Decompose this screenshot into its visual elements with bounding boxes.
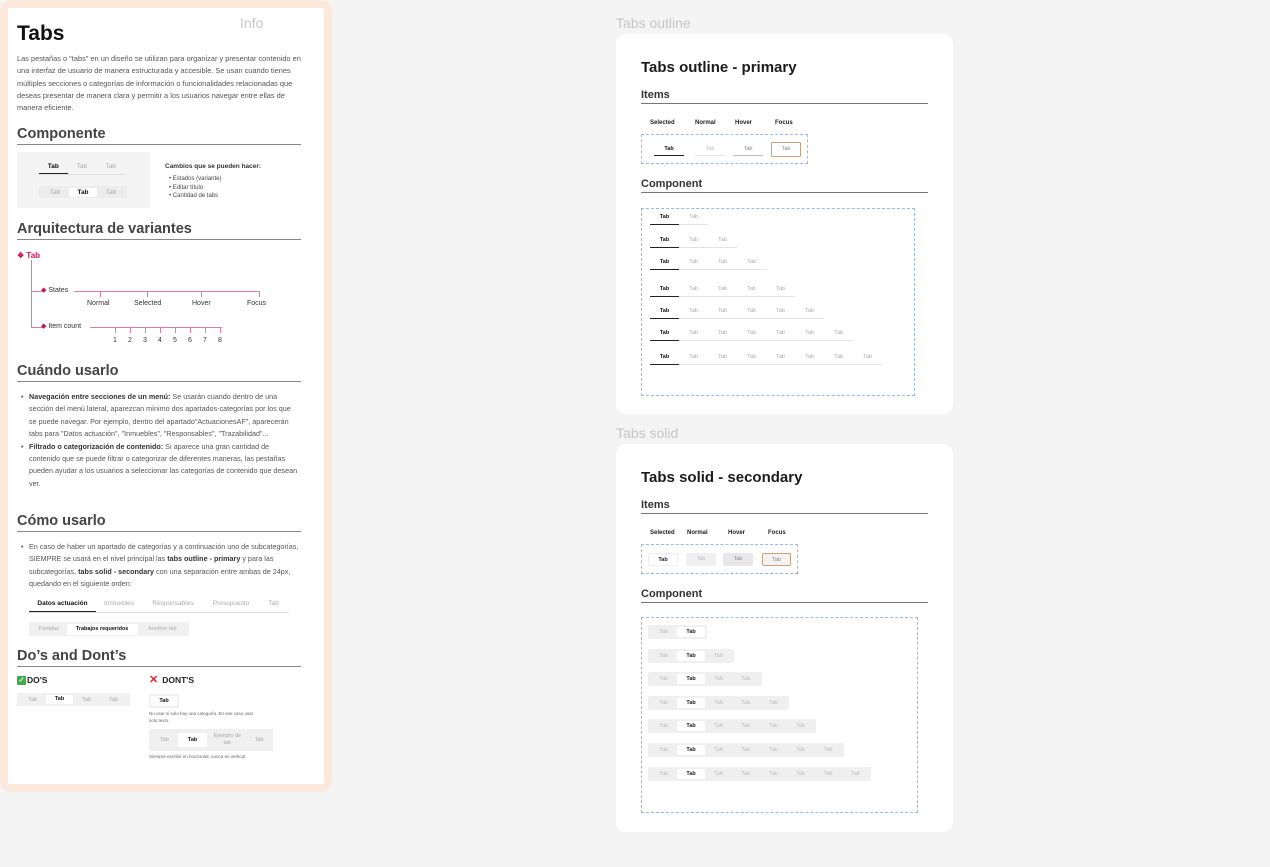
tab[interactable]: Tab — [718, 330, 727, 336]
outline-tabs-preview — [39, 163, 125, 175]
tab[interactable]: Tab — [49, 188, 61, 196]
arch-count-line — [90, 327, 222, 328]
tab[interactable]: Tab — [677, 651, 704, 661]
solid-tabs-variant — [648, 767, 871, 781]
como-text: • En caso de haber un apartado de categorías y a continuación uno de subcategorías, SIEMPRE se usará en el nivel principal las tabs outline - primary y para las subcategorías, tabs solid - secondary con una separación entre ambas de 24px, quedando en el siguiente orden: — [21, 542, 299, 589]
arch-root: ❖ Tab — [17, 251, 41, 260]
tab[interactable]: Tab — [151, 696, 177, 706]
tab[interactable]: Tab — [714, 770, 723, 777]
tab[interactable]: Tab — [823, 770, 833, 777]
solid-tabs-variant — [648, 625, 707, 639]
tab-hover[interactable]: Tab — [733, 146, 763, 156]
solid-tabs-variant — [648, 743, 844, 757]
arch-state: Hover — [192, 300, 211, 307]
arch-tick — [145, 327, 146, 333]
state-label: Selected — [650, 120, 675, 126]
arch-states-label: ◆ States — [41, 287, 69, 294]
tab[interactable]: Tab — [659, 770, 669, 777]
tab-normal[interactable]: Tab — [695, 146, 725, 156]
arch-states-line — [74, 291, 260, 292]
tab[interactable]: Tab — [689, 259, 698, 265]
tab[interactable]: Tab — [39, 163, 68, 174]
tab-hover[interactable]: Tab — [723, 553, 753, 566]
outline-tabs-variant — [650, 354, 882, 365]
outline-items-set — [641, 134, 808, 164]
tab[interactable]: Tab — [105, 163, 116, 170]
tab[interactable]: Tab — [796, 723, 806, 730]
list-item: • Cantidad de tabs — [169, 193, 219, 200]
tab[interactable]: Ejemplo de tab — [213, 733, 242, 746]
frame-label-outline: Tabs outline — [616, 15, 691, 31]
tab[interactable]: Tab — [741, 676, 751, 683]
changes-list — [169, 175, 221, 201]
tab-datos-actuacion[interactable]: Datos actuación — [29, 600, 96, 612]
tab[interactable]: Tab — [768, 723, 778, 730]
tab[interactable]: Tab — [677, 721, 704, 731]
arch-count: 7 — [203, 337, 207, 344]
tab[interactable]: Tab — [718, 237, 727, 243]
tab-focus[interactable]: Tab — [771, 142, 801, 157]
dont-note: Siempre escribir en horizontal, nunca en vertical. — [149, 754, 247, 759]
tab[interactable]: Tab — [82, 696, 91, 703]
tab[interactable]: Tab — [69, 188, 97, 197]
tab[interactable]: Tab — [677, 674, 704, 684]
list-item: • Editar título — [169, 184, 204, 191]
outline-tabs-variant — [650, 330, 853, 341]
tab[interactable]: Tab — [689, 286, 698, 292]
cuando-list — [21, 391, 299, 490]
tab[interactable]: Tab — [718, 308, 727, 314]
tab[interactable]: Tab — [741, 723, 751, 730]
solid-tabs-variant — [648, 672, 762, 686]
tab[interactable]: Tab — [796, 747, 806, 753]
donts-label: ✕ DONT'S — [149, 673, 194, 686]
state-label: Focus — [775, 120, 793, 126]
arch-tick — [147, 291, 148, 297]
tab[interactable]: Tab — [659, 629, 669, 635]
tab[interactable]: Tab — [254, 737, 264, 743]
tab[interactable]: Tab — [741, 699, 751, 706]
tab[interactable]: Tab — [689, 308, 698, 314]
solid-items-heading: Items — [641, 499, 928, 514]
tab[interactable]: Tab — [714, 699, 723, 706]
tab[interactable]: Tab — [741, 747, 751, 753]
tab-another[interactable]: Another tab — [148, 626, 177, 632]
tab-focus[interactable]: Tab — [762, 553, 791, 566]
solid-component-heading: Component — [641, 588, 928, 603]
tab[interactable]: Tab — [747, 354, 756, 360]
tab[interactable]: Tab — [650, 354, 679, 365]
tab[interactable]: Tab — [714, 747, 723, 753]
tab[interactable]: Tab — [659, 652, 669, 659]
info-frame[interactable] — [0, 0, 332, 792]
tab[interactable]: Tab — [714, 723, 723, 730]
arch-tick — [201, 291, 202, 297]
tab[interactable]: Tab — [689, 330, 698, 336]
solid-tabs-preview — [39, 186, 127, 198]
arch-count: 8 — [218, 337, 222, 344]
tab[interactable]: Tab — [776, 330, 785, 336]
tab-presupuesto[interactable]: Presupuesto — [212, 600, 250, 607]
outline-component-set — [641, 208, 915, 396]
state-label: Normal — [695, 120, 716, 126]
tab[interactable]: Tab — [677, 698, 704, 708]
arch-tick — [115, 327, 116, 333]
tab[interactable]: Tab — [768, 699, 778, 706]
tab[interactable]: Tab — [659, 723, 669, 730]
tab[interactable]: Tab — [776, 354, 785, 360]
outline-component-heading: Component — [641, 178, 928, 193]
arch-count: 4 — [158, 337, 162, 344]
outline-frame[interactable] — [616, 34, 953, 414]
solid-title: Tabs solid - secondary — [641, 469, 803, 486]
tab[interactable]: Tab — [677, 627, 704, 637]
tab-inmuebles[interactable]: Inmuebles — [104, 600, 134, 607]
section-dos-donts: Do’s and Dont’s — [17, 648, 301, 667]
frame-label-solid: Tabs solid — [616, 425, 679, 441]
arch-tick — [259, 291, 260, 297]
outline-items-heading: Items — [641, 89, 928, 104]
tab[interactable]: Tab — [178, 733, 208, 747]
tab[interactable]: Tab — [689, 354, 698, 360]
arch-tick — [100, 291, 101, 297]
arch-count: 1 — [113, 337, 117, 344]
tab[interactable]: Tab — [268, 600, 279, 607]
tab[interactable]: Tab — [747, 286, 756, 292]
tab[interactable]: Tab — [714, 676, 723, 683]
tab[interactable]: Tab — [747, 330, 756, 336]
arch-tick — [175, 327, 176, 333]
state-label: Hover — [735, 120, 753, 126]
tab[interactable]: Tab — [747, 259, 756, 265]
arch-tick — [220, 327, 221, 333]
tab-selected[interactable]: Tab — [648, 553, 678, 566]
tab[interactable]: Tab — [659, 676, 669, 683]
arch-count-label: ◆ Item count — [41, 323, 82, 330]
arch-count: 2 — [128, 337, 132, 344]
tab-trabajos-requeridos[interactable]: Trabajos requeridos — [67, 624, 138, 635]
arch-state: Focus — [247, 300, 267, 307]
outline-tabs-variant — [650, 286, 795, 297]
tab-responsables[interactable]: Responsables — [152, 600, 194, 607]
tab[interactable]: Tab — [850, 770, 860, 777]
tab[interactable]: Tab — [776, 286, 785, 292]
tab[interactable]: Tab — [768, 747, 778, 753]
dos-label: ✓ DO'S — [18, 675, 48, 685]
tab[interactable]: Tab — [718, 286, 727, 292]
primary-tabs-example — [29, 600, 289, 613]
tab[interactable]: Tab — [834, 330, 843, 336]
tab[interactable]: Tab — [741, 770, 751, 777]
list-item: • Navegación entre secciones de un menú: Se usarán cuando dentro de una sección del menú lateral, aparezcan mínimo dos apartados-categorías por los que se puede navegar. Por ejemplo, dentro del apartado"ActuacionesAF", aparecerán tabs para "Datos actuación", "Inmuebles", "Responsables", "Trazabilidad"... — [21, 392, 291, 439]
tab[interactable]: Tab — [76, 163, 88, 170]
intro-text: Las pestañas o "tabs" en un diseño se utilizan para organizar y presentar contenido en una interfaz de usuario de manera estructurada y accesible. Se usan cuando tienes múltiples secciones o categorías de información o funcionalidades relacionadas que deseas presentar de manera clara y permitir a los usuarios navegar entre ellas de manera eficiente. — [17, 54, 301, 113]
outline-tabs-variant — [650, 214, 708, 225]
dont-multiline-example — [149, 729, 273, 751]
dos-example — [17, 693, 130, 706]
frame-label-info: Info — [240, 15, 264, 31]
tab[interactable]: Tab — [805, 308, 814, 314]
arch-tick — [205, 327, 206, 333]
tab[interactable]: Tab — [805, 330, 814, 336]
solid-tabs-variant — [648, 696, 789, 710]
tab[interactable]: Tab — [659, 747, 669, 753]
tab[interactable]: Tab — [747, 308, 756, 314]
tab[interactable]: Tab — [650, 330, 679, 341]
tab[interactable]: Tab — [105, 188, 117, 196]
arch-state: Normal — [87, 300, 110, 307]
outline-title: Tabs outline - primary — [641, 59, 797, 76]
component-preview — [17, 152, 150, 208]
solid-tabs-variant — [648, 649, 734, 663]
state-label: Normal — [687, 530, 708, 536]
arch-tick — [130, 327, 131, 333]
outline-tabs-variant — [650, 308, 824, 319]
arch-trunk — [31, 260, 32, 328]
tab[interactable]: Tab — [159, 737, 169, 743]
dont-note: No usar si solo hay una categoría. En ese caso usar solo texto. — [149, 711, 254, 723]
state-label: Focus — [768, 530, 786, 536]
list-item: • Filtrado o categorización de contenido: Si aparece una gran cantidad de contenido que se puede filtrar o categorizar de diferentes maneras, las pestañas pueden ayudar a los usuarios a seleccionar las categorías de contenido que desean ver. — [21, 441, 298, 488]
arch-count: 5 — [173, 337, 177, 344]
tab[interactable]: Tab — [823, 747, 833, 753]
tab[interactable]: Tab — [776, 308, 785, 314]
page-title: Tabs — [17, 22, 65, 45]
section-cuando: Cuándo usarlo — [17, 363, 301, 382]
solid-tabs-variant — [648, 719, 816, 733]
tab-normal[interactable]: Tab — [686, 553, 716, 566]
tab[interactable]: Tab — [28, 696, 37, 703]
tab[interactable]: Tab — [718, 354, 727, 360]
arch-state: Selected — [134, 300, 162, 307]
tab[interactable]: Tab — [659, 699, 669, 706]
section-arquitectura: Arquitectura de variantes — [17, 221, 301, 240]
tab[interactable]: Tab — [650, 214, 679, 225]
section-componente: Componente — [17, 126, 301, 145]
tab[interactable]: Tab — [650, 259, 679, 270]
arch-tick — [190, 327, 191, 333]
tab[interactable]: Tab — [650, 237, 679, 248]
arch-count: 3 — [143, 337, 147, 344]
dont-single-tab — [149, 694, 179, 708]
check-icon: ✓ — [18, 676, 25, 684]
tab[interactable]: Tab — [718, 259, 727, 265]
solid-items-set — [641, 544, 798, 574]
tab[interactable]: Tab — [863, 354, 872, 360]
tab[interactable]: Tab — [677, 745, 704, 755]
tab[interactable]: Tab — [834, 354, 843, 360]
tab[interactable]: Tab — [714, 652, 723, 659]
tab[interactable]: Tab — [46, 695, 73, 704]
list-item: • Estados (variante) — [169, 176, 222, 182]
changes-title: Cambios que se pueden hacer: — [165, 163, 262, 170]
tab-selected[interactable]: Tab — [654, 146, 684, 156]
cross-icon: ✕ — [149, 673, 159, 686]
tab[interactable]: Tab — [805, 354, 814, 360]
tab[interactable]: Tab — [768, 770, 778, 777]
state-label: Selected — [650, 530, 675, 536]
tab[interactable]: Tab — [650, 286, 679, 297]
tab[interactable]: Tab — [650, 308, 679, 319]
tab-partidas[interactable]: Partidas — [38, 626, 59, 632]
tab[interactable]: Tab — [677, 769, 704, 779]
outline-tabs-variant — [650, 237, 737, 248]
tab[interactable]: Tab — [689, 237, 698, 243]
tab[interactable]: Tab — [689, 214, 698, 220]
section-como: Cómo usarlo — [17, 513, 301, 532]
solid-component-set — [641, 617, 918, 813]
solid-frame[interactable] — [616, 444, 953, 832]
arch-count: 6 — [188, 337, 192, 344]
tab[interactable]: Tab — [796, 770, 806, 777]
outline-tabs-variant — [650, 259, 766, 270]
tab[interactable]: Tab — [109, 696, 118, 703]
secondary-tabs-example — [29, 622, 189, 636]
arch-tick — [160, 327, 161, 333]
state-label: Hover — [728, 530, 746, 536]
